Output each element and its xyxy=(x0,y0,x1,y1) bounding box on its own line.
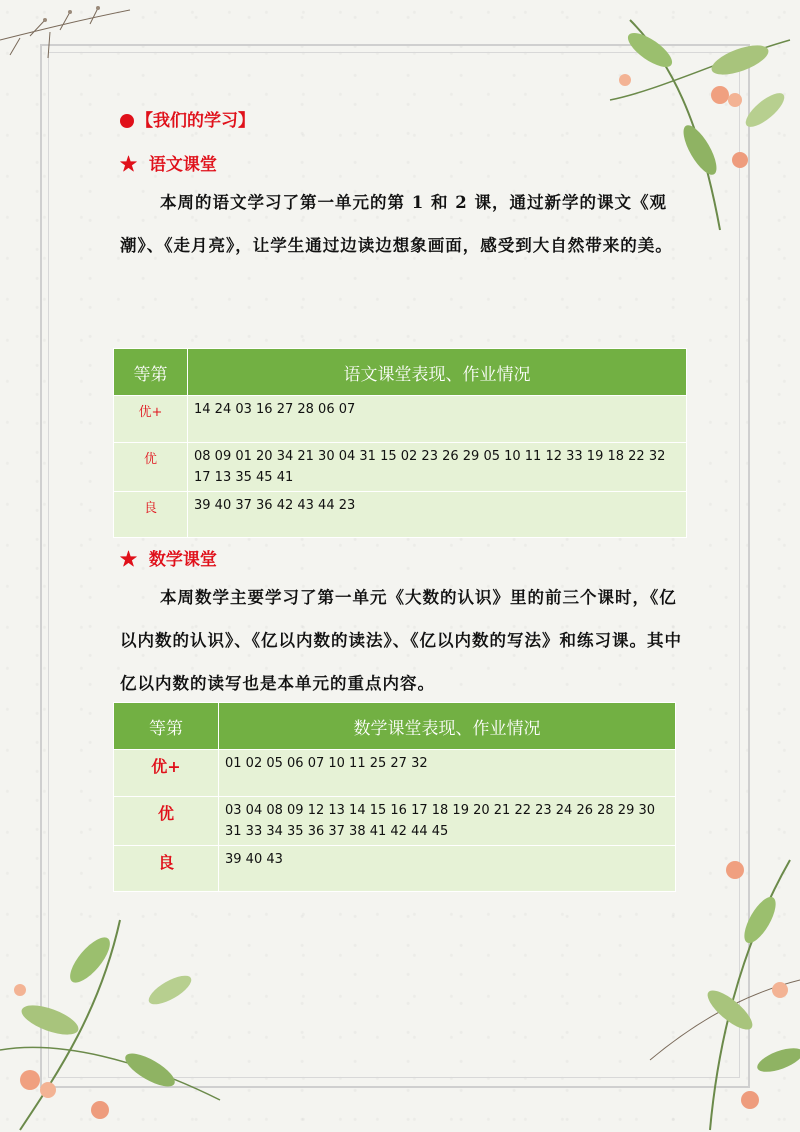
star-icon: ★ xyxy=(120,155,137,175)
math-table xyxy=(113,702,676,892)
red-dot-icon xyxy=(120,114,134,128)
performance-header: 数学课堂表现、作业情况 xyxy=(219,703,676,750)
student-ids-cell: 03 04 08 09 12 13 14 15 16 17 18 19 20 21 22 23 24 26 28 29 30 31 33 34 35 36 37 38 41 42 44 45 xyxy=(219,797,676,846)
grade-cell: 良 xyxy=(114,846,219,892)
table-row xyxy=(114,492,687,538)
table-row xyxy=(114,396,687,443)
section-title xyxy=(120,106,255,131)
grade-cell: 良 xyxy=(114,492,188,538)
chinese-paragraph: 本周的语文学习了第一单元的第 1 和 2 课，通过新学的课文《观潮》、《走月亮》，让学生通过边读边想象画面，感受到大自然带来的美。 xyxy=(120,193,673,255)
table-row xyxy=(114,797,676,846)
table-row xyxy=(114,846,676,892)
grade-cell: 优 xyxy=(114,797,219,846)
table-row xyxy=(114,750,676,797)
chinese-heading-text: 语文课堂 xyxy=(148,155,217,175)
math-paragraph: 本周数学主要学习了第一单元《大数的认识》里的前三个课时，《亿以内数的认识》、《亿以内数的读法》、《亿以内数的写法》和练习课。其中亿以内数的读写也是本单元的重点内容。 xyxy=(120,588,682,693)
math-heading-text: 数学课堂 xyxy=(148,550,217,570)
student-ids-cell: 39 40 37 36 42 43 44 23 xyxy=(188,492,687,538)
chinese-table xyxy=(113,348,687,538)
star-icon: ★ xyxy=(120,550,137,570)
student-ids-cell: 14 24 03 16 27 28 06 07 xyxy=(188,396,687,443)
student-ids-cell: 39 40 43 xyxy=(219,846,676,892)
table-row xyxy=(114,443,687,492)
math-heading xyxy=(120,545,217,570)
section-title-text: 【我们的学习】 xyxy=(136,111,255,131)
grade-cell: 优+ xyxy=(114,750,219,797)
table-header-row xyxy=(114,349,687,396)
grade-header: 等第 xyxy=(114,349,188,396)
grade-cell: 优 xyxy=(114,443,188,492)
chinese-heading xyxy=(120,150,217,175)
grade-header: 等第 xyxy=(114,703,219,750)
student-ids-cell: 08 09 01 20 34 21 30 04 31 15 02 23 26 29 05 10 11 12 33 19 18 22 32 17 13 35 45 41 xyxy=(188,443,687,492)
student-ids-cell: 01 02 05 06 07 10 11 25 27 32 xyxy=(219,750,676,797)
grade-cell: 优+ xyxy=(114,396,188,443)
table-header-row xyxy=(114,703,676,750)
performance-header: 语文课堂表现、作业情况 xyxy=(188,349,687,396)
